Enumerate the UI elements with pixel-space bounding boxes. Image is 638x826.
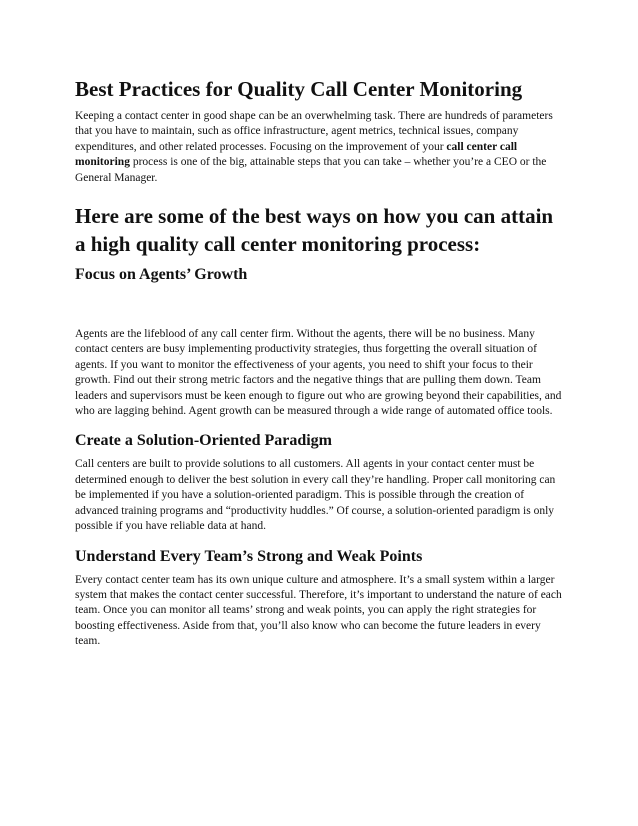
section-text-solution-paradigm: Call centers are built to provide solutions to all customers. All agents in your contact center must be determined enough to deliver the best solution in every call they’re handling. Proper call monitoring can be implemented if you have a solution-oriented paradigm. This is possible through the creation of advanced training programs and “productivity huddles.” Of course, a solution-oriented paradigm is only possible if you have reliable data at hand. <box>75 458 556 533</box>
section-text-agents-growth: Agents are the lifeblood of any call center firm. Without the agents, there will be no business. Many contact centers are busy implementing productivity strategies, thus forgetting the overall situation of agents. If you want to monitor the effectiveness of your agents, you need to shift your focus to their growth. Find out their strong metric factors and the negative things that are pulling them down. Team leaders and supervisors must be keen enough to figure out who are growing beyond their capabilities, and who are lagging behind. Agent growth can be measured through a wide range of automated office tools. <box>75 328 562 418</box>
intro-text-end: process is one of the big, attainable steps that you can take – whether you’re a CEO or the General Manager. <box>75 156 547 184</box>
section-text-team-points: Every contact center team has its own unique culture and atmosphere. It’s a small system within a larger system that makes the contact center successful. Therefore, it’s important to understand the nature of each team. Once you can monitor all teams’ strong and weak points, you can apply the right strategies for boosting effectiveness. Aside from that, you’ll also know who can become the future leaders in every team. <box>75 573 562 648</box>
intro-text-start: Keeping a contact center in good shape can be an overwhelming task. There are hundreds of parameters that you have to maintain, such as office infrastructure, agent metrics, technical issues, company expenditures, and other related processes. Focusing on the improvement of your <box>75 110 553 153</box>
section-heading-agents-growth: Focus on Agents’ Growth <box>75 266 248 284</box>
section-heading-solution-paradigm: Create a Solution-Oriented Paradigm <box>75 432 333 450</box>
main-heading: Here are some of the best ways on how you can attain a high quality call center monitoring process: <box>75 204 554 257</box>
intro-bold-phrase: call center call monitoring <box>75 140 518 169</box>
section-heading-team-points: Understand Every Team’s Strong and Weak Points <box>75 547 423 565</box>
intro-paragraph <box>75 109 567 186</box>
document-page <box>75 76 567 650</box>
document-title: Best Practices for Quality Call Center Monitoring <box>75 77 523 101</box>
